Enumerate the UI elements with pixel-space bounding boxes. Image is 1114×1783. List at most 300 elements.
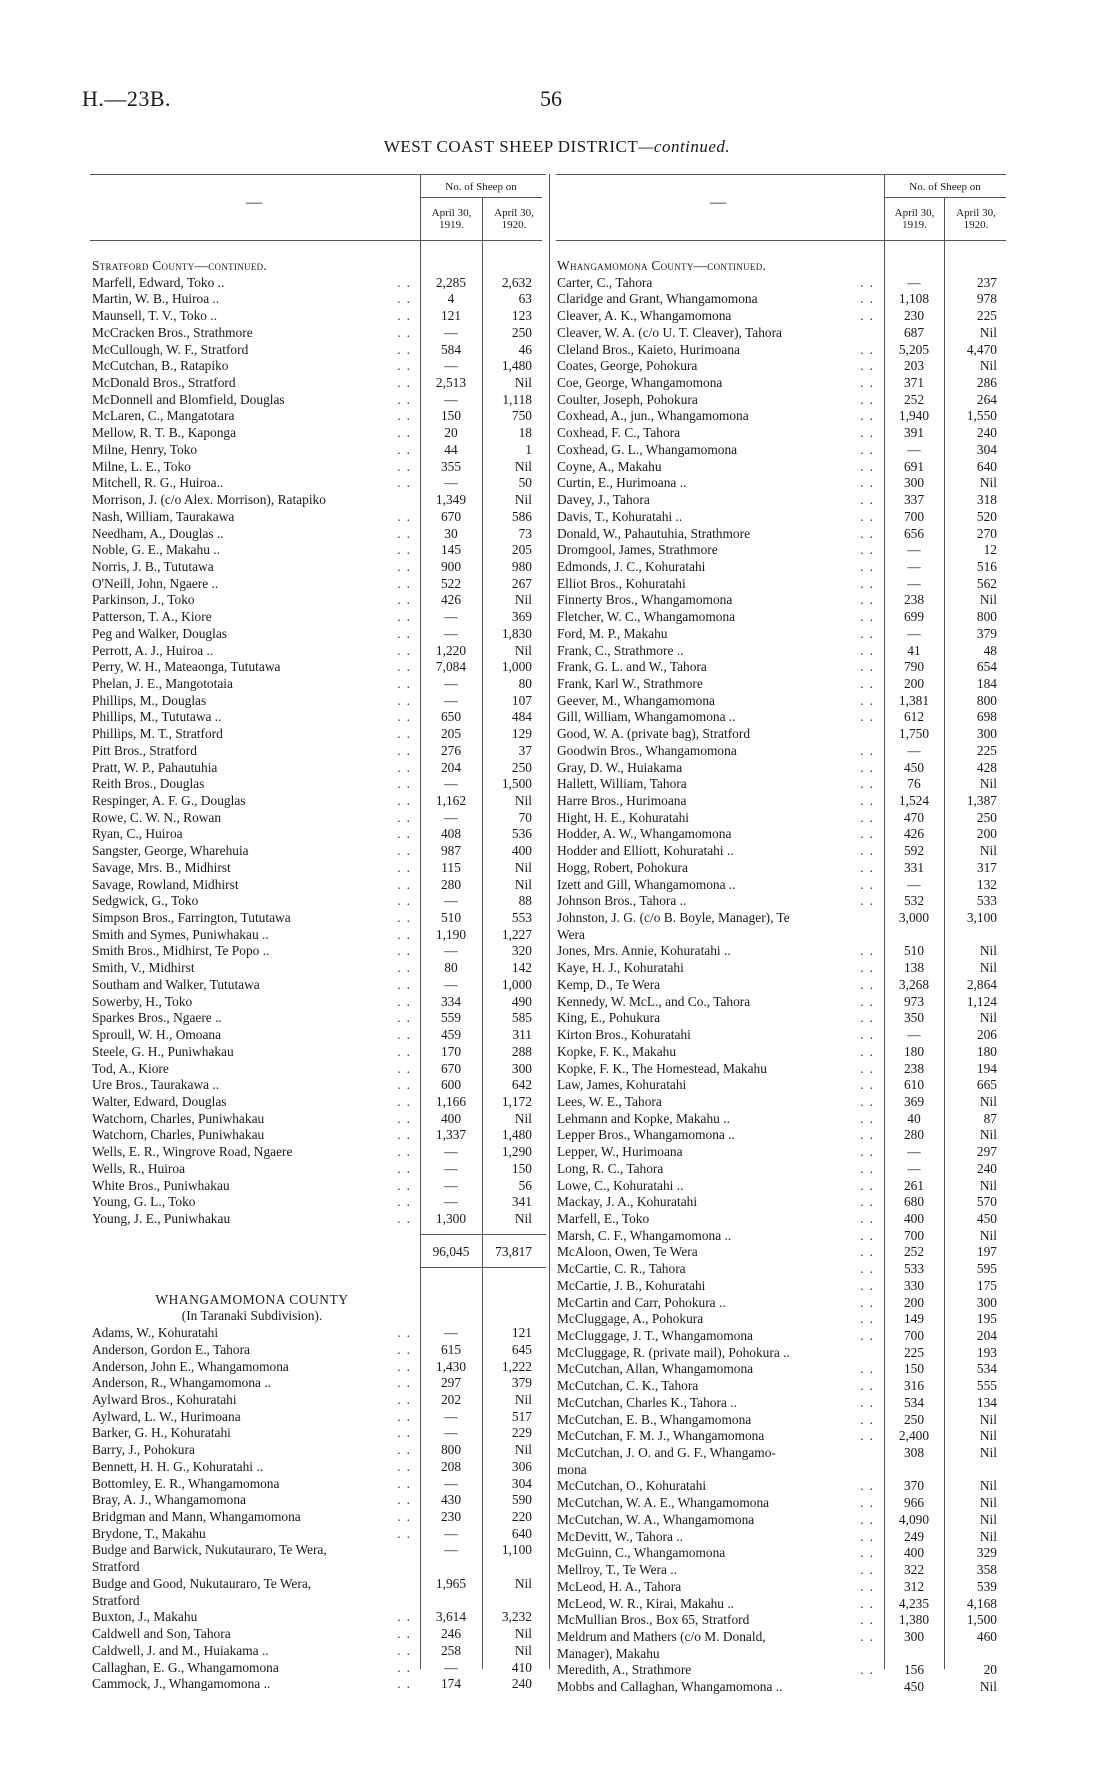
- dot-leader: ..: [860, 492, 879, 508]
- sheep-1920: 304: [511, 1475, 532, 1491]
- dot-leader: ..: [397, 592, 416, 608]
- dot-leader: ..: [860, 943, 879, 959]
- whangamomona-cont-row: [557, 375, 1007, 392]
- sheep-1919: 355: [440, 458, 462, 474]
- whangamomona-cont-row: [557, 1261, 1007, 1278]
- whangamomona-row: [92, 1559, 546, 1576]
- holder-name: Johnston, J. G. (c/o B. Boyle, Manager), Te: [557, 910, 790, 926]
- dot-leader: ..: [397, 776, 416, 792]
- sheep-1920: 4,168: [966, 1595, 997, 1611]
- holder-name: mona: [557, 1461, 587, 1477]
- sheep-1919: 1,190: [435, 926, 467, 942]
- holder-name: Caldwell and Son, Tahora: [92, 1626, 231, 1642]
- sheep-1920: 3,232: [501, 1609, 532, 1625]
- stratford-row: [92, 609, 546, 626]
- dot-leader: ..: [860, 1411, 879, 1427]
- stratford-row: [92, 676, 546, 693]
- sheep-1920: Nil: [979, 475, 997, 491]
- stratford-row: [92, 291, 546, 308]
- dot-leader: ..: [397, 943, 416, 959]
- dot-leader: ..: [397, 1458, 416, 1474]
- center-rule: [549, 174, 550, 1669]
- sheep-1920: 18: [518, 425, 532, 441]
- whangamomona-cont-row: [557, 1161, 1007, 1178]
- holder-name: Hight, H. E., Kohuratahi: [557, 809, 690, 825]
- sheep-1920: 267: [511, 575, 532, 591]
- sheep-1919: 252: [903, 1244, 925, 1260]
- stratford-row: [92, 1194, 546, 1211]
- whangamomona-cont-row: [557, 1662, 1007, 1679]
- sheep-1920: 175: [976, 1277, 997, 1293]
- sheep-1920: Nil: [514, 1442, 532, 1458]
- whangamomona-cont-row: [557, 275, 1007, 292]
- sheep-1920: 1,100: [501, 1542, 532, 1558]
- dot-leader: ..: [860, 558, 879, 574]
- dot-leader: ..: [397, 291, 416, 307]
- whangamomona-cont-row: [557, 843, 1007, 860]
- whangamomona-row: [92, 1342, 546, 1359]
- sheep-1920: Nil: [979, 592, 997, 608]
- sheep-1919: 115: [441, 859, 461, 875]
- whangamomona-row: [92, 1392, 546, 1409]
- sheep-1920: 1,387: [966, 793, 997, 808]
- sheep-1920: 1,000: [501, 659, 532, 675]
- sheep-1919: 1,349: [435, 492, 467, 508]
- report-code: H.—23B.: [82, 86, 172, 111]
- holder-name: Savage, Rowland, Midhirst: [92, 876, 239, 892]
- holder-name: Sedgwick, G., Toko: [92, 893, 199, 909]
- stratford-row: [92, 1094, 546, 1111]
- sheep-1920: 534: [976, 1361, 997, 1377]
- whangamomona-cont-row: [557, 609, 1007, 626]
- sheep-1920: 132: [976, 876, 997, 892]
- sheep-1919: 76: [907, 776, 921, 792]
- holder-name: Lees, W. E., Tahora: [557, 1093, 662, 1109]
- dot-leader: ..: [860, 291, 879, 307]
- sheep-1920: 645: [511, 1341, 532, 1357]
- dot-leader: ..: [860, 625, 879, 641]
- stratford-row: [92, 709, 546, 726]
- sheep-1920: 240: [976, 425, 997, 441]
- sheep-1920: 320: [511, 943, 532, 959]
- right-header-top-rule: [556, 174, 1006, 175]
- dot-leader: ..: [860, 1495, 879, 1511]
- sheep-1920: 250: [976, 809, 997, 825]
- sheep-1920: 640: [976, 458, 997, 474]
- holder-name: Finnerty Bros., Whangamomona: [557, 592, 733, 608]
- sheep-1919: 258: [440, 1642, 462, 1658]
- stratford-row: [92, 1161, 546, 1178]
- sheep-1920: 87: [983, 1110, 997, 1126]
- dot-leader: ..: [860, 425, 879, 441]
- whangamomona-cont-row: [557, 893, 1007, 910]
- dot-leader: ..: [860, 358, 879, 374]
- holder-name: Edmonds, J. C., Kohuratahi: [557, 558, 706, 574]
- whangamomona-cont-row: [557, 559, 1007, 576]
- stratford-row: [92, 576, 546, 593]
- sheep-1920: 595: [976, 1261, 997, 1277]
- sheep-1920: Nil: [514, 1110, 532, 1126]
- dot-leader: ..: [397, 726, 416, 742]
- whangamomona-cont-row: [557, 676, 1007, 693]
- holder-name: Lepper Bros., Whangamomona ..: [557, 1127, 735, 1143]
- dot-leader: ..: [860, 1628, 879, 1644]
- sheep-1920: 1,118: [502, 391, 532, 407]
- whangamomona-cont-row: [557, 1445, 1007, 1462]
- stratford-row: [92, 826, 546, 843]
- sheep-1920: Nil: [979, 1010, 997, 1026]
- holder-name: Jones, Mrs. Annie, Kohuratahi ..: [557, 943, 731, 959]
- stratford-row: [92, 743, 546, 760]
- holder-name: Kopke, F. K., The Homestead, Makahu: [557, 1060, 767, 1076]
- holder-name: Watchorn, Charles, Puniwhakau: [92, 1110, 265, 1126]
- sheep-1919: 800: [440, 1442, 462, 1458]
- sheep-1920: 400: [511, 843, 532, 859]
- dot-leader: ..: [860, 1160, 879, 1176]
- holder-name: Ryan, C., Huiroa: [92, 826, 183, 842]
- sheep-1920: 225: [976, 742, 997, 758]
- dot-leader: ..: [397, 926, 416, 942]
- holder-name: Barker, G. H., Kohuratahi: [92, 1425, 231, 1441]
- holder-name: Simpson Bros., Farrington, Tututawa: [92, 910, 291, 926]
- sheep-1919: 350: [903, 1010, 925, 1026]
- holder-name: Norris, J. B., Tututawa: [92, 558, 214, 574]
- whangamomona-cont-row: [557, 592, 1007, 609]
- right-rows: [557, 275, 1007, 1696]
- stratford-row: [92, 308, 546, 325]
- sheep-1920: Nil: [514, 592, 532, 608]
- sheep-1920: 240: [511, 1676, 532, 1692]
- sheep-1920: 300: [976, 1294, 997, 1310]
- whangamomona-cont-row: [557, 1562, 1007, 1579]
- holder-name: Martin, W. B., Huiroa ..: [92, 291, 220, 307]
- sheep-1919: 30: [444, 525, 458, 541]
- holder-name: McDonnell and Blomfield, Douglas: [92, 391, 285, 407]
- dot-leader: ..: [397, 1077, 416, 1093]
- holder-name: Goodwin Bros., Whangamomona: [557, 742, 737, 758]
- holder-name: McAloon, Owen, Te Wera: [557, 1244, 698, 1260]
- sheep-1920: Nil: [514, 1642, 532, 1658]
- sheep-1920: 358: [976, 1562, 997, 1578]
- sheep-1920: Nil: [514, 642, 532, 658]
- sheep-1920: 570: [976, 1194, 997, 1210]
- sheep-1920: Nil: [514, 458, 532, 474]
- holder-name: Mellroy, T., Te Wera ..: [557, 1562, 677, 1578]
- stratford-row: [92, 760, 546, 777]
- dot-leader: ..: [860, 759, 879, 775]
- dot-leader: ..: [397, 1626, 416, 1642]
- dot-leader: ..: [397, 508, 416, 524]
- holder-name: McCluggage, A., Pohokura: [557, 1311, 704, 1327]
- whangamomona-cont-row: [557, 1428, 1007, 1445]
- dot-leader: ..: [397, 1043, 416, 1059]
- whangamomona-cont-row: [557, 1244, 1007, 1261]
- whangamomona-row: [92, 1660, 546, 1677]
- dot-leader: ..: [860, 391, 879, 407]
- dot-leader: ..: [397, 441, 416, 457]
- whangamomona-row: [92, 1609, 546, 1626]
- sheep-1919: 700: [903, 1328, 925, 1343]
- holder-name: Sparkes Bros., Ngaere ..: [92, 1010, 222, 1026]
- stratford-row: [92, 509, 546, 526]
- dot-leader: ..: [860, 1428, 879, 1444]
- whangamomona-cont-row: [557, 1646, 1007, 1663]
- holder-name: O'Neill, John, Ngaere ..: [92, 575, 219, 591]
- sheep-1919: 261: [903, 1177, 925, 1193]
- holder-name: McCutchan, O., Kohuratahi: [557, 1478, 707, 1494]
- dot-leader: ..: [860, 1210, 879, 1226]
- stratford-section-heading: Stratford County—continued.: [92, 258, 268, 273]
- dot-leader: ..: [860, 1394, 879, 1410]
- sheep-1920: Nil: [979, 943, 997, 959]
- dot-leader: ..: [397, 1509, 416, 1525]
- whangamomona-row: [92, 1375, 546, 1392]
- holder-name: Lehmann and Kopke, Makahu ..: [557, 1110, 730, 1126]
- sheep-1920: 193: [976, 1344, 997, 1360]
- sheep-1919: 230: [440, 1509, 462, 1525]
- whangamomona-row: [92, 1626, 546, 1643]
- dot-leader: ..: [397, 1642, 416, 1658]
- sheep-1919: 966: [903, 1495, 925, 1511]
- dot-leader: ..: [860, 876, 879, 892]
- sheep-1919: 973: [903, 993, 925, 1009]
- right-col2-header: April 30, 1920.: [956, 207, 996, 231]
- stratford-row: [92, 977, 546, 994]
- sheep-1919: 246: [440, 1626, 462, 1642]
- whangamomona-cont-row: [557, 509, 1007, 526]
- whangamomona-cont-row: [557, 1579, 1007, 1596]
- sheep-1920: Nil: [514, 1210, 532, 1226]
- sheep-1920: 197: [976, 1244, 997, 1260]
- stratford-row: [92, 1111, 546, 1128]
- sheep-1919: —: [444, 358, 458, 374]
- sheep-1919: 400: [440, 1110, 462, 1126]
- dot-leader: ..: [860, 1110, 879, 1126]
- stratford-row: [92, 1027, 546, 1044]
- sheep-1919: 1,337: [435, 1127, 467, 1143]
- holder-name: Reith Bros., Douglas: [92, 776, 205, 792]
- holder-name: McDevitt, W., Tahora ..: [557, 1528, 684, 1544]
- sheep-1920: 286: [976, 375, 997, 391]
- sheep-1919: —: [444, 1408, 458, 1424]
- dot-leader: ..: [397, 542, 416, 558]
- dot-leader: ..: [860, 592, 879, 608]
- dot-leader: ..: [860, 793, 879, 808]
- whangamomona-cont-row: [557, 1378, 1007, 1395]
- holder-name: Hodder and Elliott, Kohuratahi ..: [557, 843, 734, 859]
- whangamomona-cont-row: [557, 1328, 1007, 1345]
- whangamomona-cont-row: [557, 810, 1007, 827]
- sheep-1919: —: [444, 976, 458, 992]
- sheep-1919: 1,430: [435, 1358, 467, 1374]
- dot-leader: ..: [860, 1127, 879, 1143]
- holder-name: Milne, Henry, Toko: [92, 441, 198, 457]
- sheep-1919: 615: [440, 1341, 462, 1357]
- sheep-1920: 520: [976, 508, 997, 524]
- holder-name: Lowe, C., Kohuratahi ..: [557, 1177, 684, 1193]
- sheep-1920: 56: [518, 1177, 532, 1193]
- sheep-1920: 220: [511, 1509, 532, 1525]
- sheep-1919: 391: [903, 425, 925, 441]
- sheep-1920: Nil: [514, 1575, 532, 1591]
- dot-leader: ..: [860, 609, 879, 625]
- sheep-1919: 470: [903, 809, 925, 825]
- holder-name: Ford, M. P., Makahu: [557, 625, 668, 641]
- holder-name: McCutchan, W. A. E., Whangamomona: [557, 1495, 770, 1511]
- sheep-1920: Nil: [979, 960, 997, 976]
- whangamomona-row: [92, 1409, 546, 1426]
- wh-rows: [92, 1325, 546, 1693]
- dot-leader: ..: [860, 1562, 879, 1578]
- holder-name: Gray, D. W., Huiakama: [557, 759, 683, 775]
- sheep-1920: Nil: [979, 1511, 997, 1527]
- sheep-1920: 150: [511, 1160, 532, 1176]
- sheep-1920: 517: [511, 1408, 532, 1424]
- sheep-1920: Nil: [979, 1411, 997, 1427]
- dot-leader: ..: [397, 759, 416, 775]
- whangamomona-row: [92, 1459, 546, 1476]
- sheep-1919: 150: [440, 408, 462, 424]
- stratford-row: [92, 1127, 546, 1144]
- dot-leader: ..: [397, 843, 416, 859]
- dot-leader: ..: [397, 642, 416, 658]
- sheep-1920: 1,124: [966, 993, 997, 1009]
- sheep-1919: 1,750: [898, 726, 930, 742]
- holder-name: Mellow, R. T. B., Kaponga: [92, 425, 237, 441]
- holder-name: Coe, George, Whangamomona: [557, 375, 723, 391]
- whangamomona-cont-row: [557, 1412, 1007, 1429]
- left-col2-header: April 30, 1920.: [494, 207, 534, 231]
- sheep-1919: —: [444, 324, 458, 340]
- sheep-1920: Nil: [514, 492, 532, 508]
- dot-leader: ..: [860, 1093, 879, 1109]
- whangamomona-row: [92, 1476, 546, 1493]
- sheep-1920: 195: [976, 1311, 997, 1327]
- holder-name: Hogg, Robert, Pohokura: [557, 859, 688, 875]
- holder-name: Caldwell, J. and M., Huiakama ..: [92, 1642, 269, 1658]
- holder-name: King, E., Pohukura: [557, 1010, 661, 1026]
- sheep-1920: 12: [983, 542, 997, 558]
- sheep-1919: —: [444, 1425, 458, 1441]
- whangamomona-cont-row: [557, 1228, 1007, 1245]
- sheep-1919: 450: [903, 1679, 925, 1695]
- holder-name: McLeod, H. A., Tahora: [557, 1578, 682, 1594]
- dot-leader: ..: [397, 609, 416, 625]
- dot-leader: ..: [397, 1127, 416, 1143]
- sheep-1919: 459: [440, 1027, 462, 1043]
- sheep-1920: 410: [511, 1659, 532, 1675]
- sheep-1919: 691: [903, 458, 925, 474]
- whangamomona-cont-row: [557, 542, 1007, 559]
- holder-name: Claridge and Grant, Whangamomona: [557, 291, 758, 307]
- sheep-1920: 539: [976, 1578, 997, 1594]
- holder-name: Noble, G. E., Makahu ..: [92, 542, 220, 558]
- holder-name: McCullough, W. F., Stratford: [92, 341, 249, 357]
- dot-leader: ..: [860, 1662, 879, 1678]
- holder-name: McCluggage, J. T., Whangamomona: [557, 1328, 753, 1343]
- dot-leader: ..: [397, 1325, 416, 1341]
- dot-leader: ..: [860, 960, 879, 976]
- whangamomona-cont-row: [557, 659, 1007, 676]
- sheep-1919: 426: [440, 592, 462, 608]
- holder-name: Mitchell, R. G., Huiroa..: [92, 475, 224, 491]
- left-column: [92, 258, 546, 1693]
- holder-name: Anderson, Gordon E., Tahora: [92, 1341, 250, 1357]
- whangamomona-cont-row: [557, 526, 1007, 543]
- dot-leader: ..: [860, 675, 879, 691]
- dot-leader: ..: [397, 976, 416, 992]
- sheep-1920: 490: [511, 993, 532, 1009]
- sheep-1919: 174: [440, 1676, 462, 1692]
- sheep-1920: 300: [976, 726, 997, 742]
- sheep-1920: 317: [976, 859, 997, 875]
- left-group-header: No. of Sheep on: [445, 181, 517, 193]
- sheep-1919: 225: [903, 1344, 925, 1360]
- sheep-1919: 4,090: [898, 1511, 930, 1527]
- dot-leader: ..: [397, 274, 416, 290]
- dot-leader: ..: [860, 341, 879, 357]
- holder-name: Phillips, M., Tututawa ..: [92, 709, 222, 725]
- sheep-1919: 1,524: [898, 793, 930, 808]
- dot-leader: ..: [397, 1144, 416, 1160]
- holder-name: Davey, J., Tahora: [557, 492, 650, 508]
- whangamomona-cont-row: [557, 910, 1007, 927]
- sheep-1919: 987: [440, 843, 462, 859]
- sheep-1919: 584: [440, 341, 462, 357]
- dot-leader: ..: [860, 826, 879, 842]
- sheep-1919: 670: [440, 508, 462, 524]
- stratford-row: [92, 559, 546, 576]
- dot-leader: ..: [397, 1392, 416, 1407]
- dot-leader: ..: [397, 375, 416, 391]
- holder-name: Wells, E. R., Wingrove Road, Ngaere: [92, 1144, 293, 1160]
- dot-leader: ..: [860, 1194, 879, 1210]
- sheep-1920: 200: [976, 826, 997, 842]
- sheep-1919: 1,166: [435, 1093, 467, 1109]
- holder-name: Perry, W. H., Mateaonga, Tututawa: [92, 659, 281, 675]
- sheep-1919: 308: [903, 1445, 925, 1461]
- sheep-1920: 585: [511, 1010, 532, 1026]
- stratford-row: [92, 910, 546, 927]
- holder-name: Cleaver, W. A. (c/o U. T. Cleaver), Tahora: [557, 324, 782, 340]
- dot-leader: ..: [397, 1110, 416, 1126]
- holder-name: Smith, V., Midhirst: [92, 960, 195, 976]
- holder-name: McGuinn, C., Whangamomona: [557, 1545, 726, 1561]
- dot-leader: ..: [860, 274, 879, 290]
- sheep-1920: 562: [976, 575, 997, 591]
- holder-name: Davis, T., Kohuratahi ..: [557, 508, 683, 524]
- sheep-1919: 252: [903, 391, 925, 407]
- left-header-top-rule: [90, 174, 546, 175]
- holder-name: McDonald Bros., Stratford: [92, 375, 236, 391]
- stratford-row: [92, 643, 546, 660]
- dot-leader: ..: [397, 793, 416, 808]
- sheep-1919: —: [907, 1160, 921, 1176]
- whangamomona-cont-row: [557, 1512, 1007, 1529]
- stratford-row: [92, 492, 546, 509]
- dot-leader: ..: [860, 408, 879, 424]
- total-1919: 96,045: [432, 1243, 470, 1259]
- holder-name: Budge and Barwick, Nukutauraro, Te Wera,: [92, 1542, 327, 1558]
- whangamomona-cont-row: [557, 1044, 1007, 1061]
- whangamomona-cont-row: [557, 1361, 1007, 1378]
- sheep-1919: —: [907, 876, 921, 892]
- holder-name: McLaren, C., Mangatotara: [92, 408, 235, 424]
- whangamomona-cont-row: [557, 1295, 1007, 1312]
- sheep-1920: Nil: [979, 324, 997, 340]
- sheep-1919: —: [444, 675, 458, 691]
- sheep-1919: 450: [903, 759, 925, 775]
